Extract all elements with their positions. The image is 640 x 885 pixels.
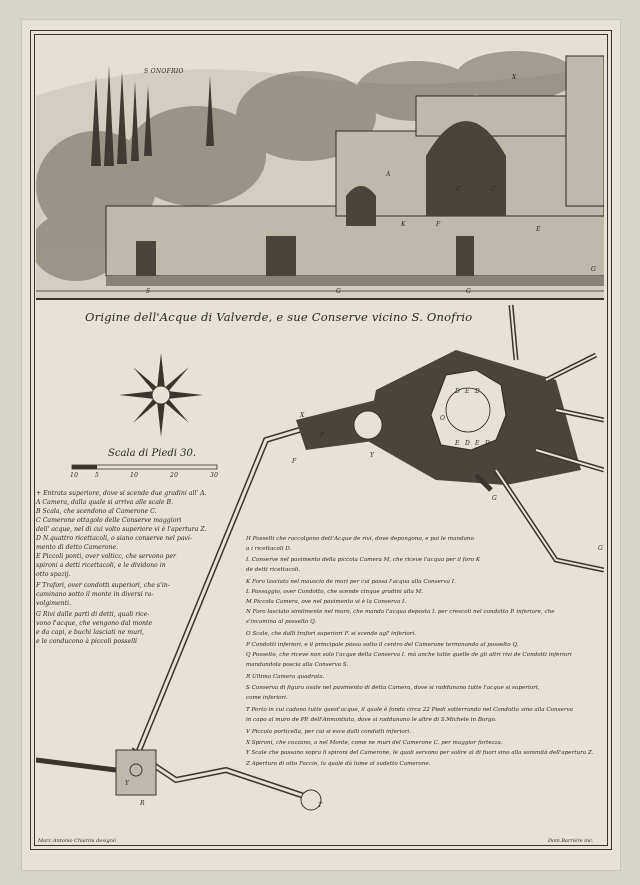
legend-right-row: N Foro lasciato similmente nel muro, che manda l'acqua deposta I. per crescoli nel condotto P. inferiore, che	[246, 609, 555, 615]
section-letter-e: E	[536, 226, 541, 233]
legend-right-row: de detti ricettacoli.	[246, 567, 301, 573]
plan-letter-g2: G	[598, 545, 604, 552]
legend-right-row: S Conserva di figura ovale nel pavimento di detta Camera, dove si raddunano tutte l'acque si superiori,	[246, 685, 540, 691]
credit-designer: Marc Antonio Chiarini designò	[38, 838, 116, 844]
plan-letter-f1: F	[320, 432, 325, 439]
legend-right-row: V Piccola porticella, per cui si esce dalli condotti inferiori.	[246, 729, 411, 735]
scale-tick-3: 20	[170, 472, 179, 479]
section-letter-k: K	[401, 221, 406, 228]
legend-right-row: K Foro lasciato nel mauscio de muri per cui passa l'acqua alla Conserva I.	[246, 579, 456, 585]
plan-letter-x: X	[300, 412, 305, 419]
legend-right	[246, 535, 606, 770]
legend-left-row: C Camerone ottagolo delle Conserve maggiori	[36, 517, 182, 524]
plan-letter-e1: E	[465, 388, 470, 395]
legend-right-row: M Piccola Camera, ove nel pavimento vi è la Conserva I.	[246, 599, 407, 605]
legend-left-row: G Rivi dalle parti di detti, quali rice-	[36, 611, 150, 618]
legend-right-row: s'incamina al posselto Q.	[246, 619, 317, 625]
section-letter-g3: G	[591, 266, 597, 273]
plan-letter-y2: Y	[125, 780, 130, 787]
legend-left-row: F Trafori, over condotti superiori, che s'in-	[36, 582, 170, 589]
section-letter-g1: G	[336, 288, 342, 295]
onofrio-label: S ONOFRIO	[144, 68, 184, 75]
legend-left-row: D N.quattro ricettacoli, o siano conserve nel pavi-	[36, 535, 193, 542]
legend-right-row: mandandola poscia alla Conserva S.	[246, 662, 349, 668]
legend-left-row: A Camera, dalla quale si arriva alle scale B.	[36, 499, 174, 506]
legend-right-row: in capo al muro de PP. dell'Annuntiata, dove si raddunano le altre di S.Michele in Borgo.	[246, 717, 497, 723]
legend-right-row: X Spironi, che cozzano, a nel Monte, come ne muri del Camerone C. per maggior fortezza.	[246, 740, 503, 746]
plan-title: Origine dell'Acque di Valverde, e sue Conserve vicino S. Onofrio	[85, 310, 473, 324]
legend-right-row: I. Conserve nel pavimento della piccola Camera M, che riceve l'acqua per il foro K	[246, 557, 481, 563]
legend-right-row: L Passaggio, over Condotto, che scende cinque gradini alla M.	[246, 589, 424, 595]
legend-left-row: e le conducono à piccoli posselli	[36, 638, 138, 645]
legend-right-row: a i ricettacoli D.	[246, 546, 292, 552]
legend-right-row: O Scale, che dalli trafori superiori F. si scende agl' inferiori.	[246, 631, 417, 637]
section-letter-c: C	[456, 186, 461, 193]
section-letter-f: F	[436, 221, 441, 228]
plan-letter-r: R	[140, 800, 145, 807]
section-letter-g2: G	[466, 288, 472, 295]
legend-right-row: T Porto in cui cadono tutte quest'acque, il quale è fondo circa 22 Piedi sotterrando nel Condotto sino alla Conserva	[246, 707, 573, 713]
scale-tick-4: 30	[210, 472, 219, 479]
plan-letter-f2: F	[292, 458, 297, 465]
legend-left-row: B Scala, che scendono al Camerone C.	[36, 508, 157, 515]
section-letter-a: A	[386, 171, 391, 178]
legend-left-row: vono l'acque, che vengono dal monte	[36, 620, 153, 627]
legend-left-row: mento di detto Camerone.	[36, 544, 119, 551]
legend-left-row: volgimenti.	[36, 600, 72, 607]
legend-left-row: spironi a detti ricettacoli, e le dividono in	[36, 562, 166, 569]
plan-letter-e2: E	[455, 440, 460, 447]
legend-right-row: H Posselti che raccolgono dett'Acque de rivi, dove depongono, e poi le mandano	[246, 536, 474, 542]
plan-letter-d1: D	[455, 388, 461, 395]
plan-letter-t: T	[318, 802, 323, 809]
plan-letter-d2: D	[475, 388, 481, 395]
plan-letter-y1: Y	[370, 452, 375, 459]
plan-letter-d3: D	[465, 440, 471, 447]
plan-letter-o: O	[440, 415, 446, 422]
legend-right-row: Y Scale che passano sopra li spironi del Camerone, le quali servono per salire al di fuori sino alla sommità dell'apertura Z.	[246, 750, 594, 756]
cross-section-view	[36, 36, 604, 300]
legend-left-row: otto spazij.	[36, 571, 71, 578]
section-letter-s: S	[146, 288, 151, 295]
plan-letter-e3: E	[475, 440, 480, 447]
legend-right-row: P Condotti inferiori, e il principale passa sotto il centro del Camerone terminando al posselto Q.	[246, 642, 519, 648]
legend-right-row: come inferiori.	[246, 695, 288, 701]
scale-tick-0: 10	[70, 472, 79, 479]
cross-section-drawing	[36, 36, 604, 298]
section-letter-c2: C	[491, 186, 496, 193]
legend-left	[36, 490, 216, 660]
scale-tick-1: 5	[95, 472, 100, 479]
legend-right-row: Z Apertura di otto Faccie, la quale dà lume al sudetto Camerone.	[246, 761, 431, 767]
plan-letter-g1: G	[492, 495, 498, 502]
scale-tick-2: 10	[130, 472, 139, 479]
section-letter-x: X	[512, 74, 517, 81]
legend-right-row: R Ultima Camera quadrata.	[246, 674, 325, 680]
legend-right-row: Q Posselto, che riceve non solo l'acque della Conserva I. mà anche tutte quelle de gli altri rivi de Condotti inferiori	[246, 652, 572, 658]
scale-title: Scala di Piedi 30.	[108, 448, 197, 459]
legend-left-row: dell' acque, nel di cui volto superiore vi è l'apertura Z.	[36, 526, 207, 533]
legend-left-row: E Piccoli ponti, over volticc, che servono per	[36, 553, 176, 560]
credit-engraver: Dom.Barrière inc.	[548, 838, 594, 844]
legend-left-row: + Entrata superiore, dove si scende due gradini all' A.	[36, 490, 207, 497]
legend-left-row: e da capi, e buchi lasciati ne muri,	[36, 629, 145, 636]
plan-letter-d4: D	[485, 440, 491, 447]
legend-left-row: caminano sotto il monte in diversi ra-	[36, 591, 154, 598]
